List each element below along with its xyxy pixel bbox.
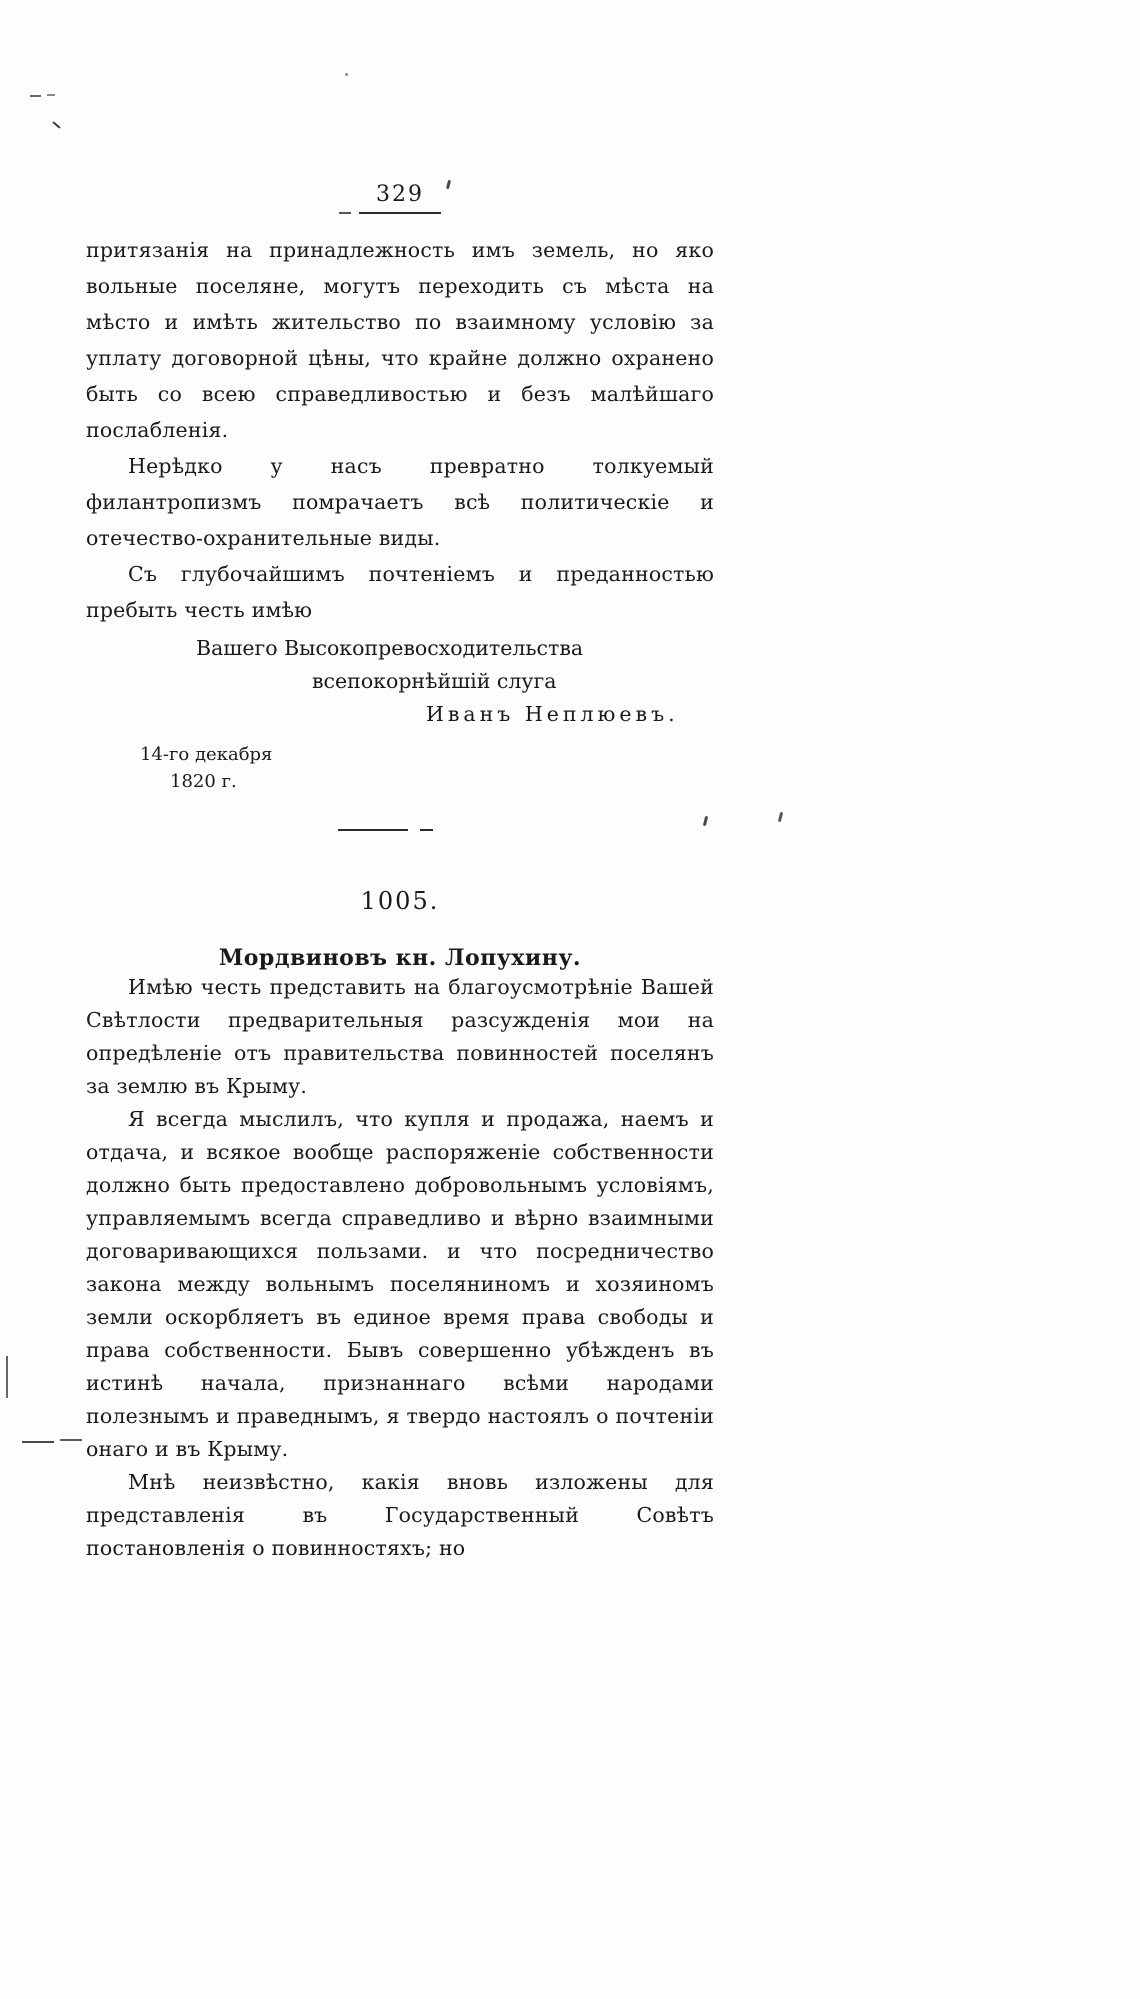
scan-artifact	[22, 1441, 54, 1443]
divider-dash	[420, 829, 433, 831]
scan-artifact	[47, 94, 55, 96]
section-heading: Мордвиновъ кн. Лопухину.	[218, 945, 582, 971]
signature: Иванъ Неплюевъ.	[426, 702, 679, 726]
letter-paragraph: Нерѣдко у насъ превратно толкуемый филантропизмъ помрачаетъ всѣ политическіе и отечество-охранительные виды.	[86, 454, 714, 550]
section-paragraph: Мнѣ неизвѣстно, какія вновь изложены для представленія въ Государственный Совѣтъ постановленія о повинностяхъ; но	[86, 1470, 714, 1560]
date-day-month: 14-го декабря	[140, 744, 273, 765]
scan-artifact	[60, 1439, 82, 1441]
section-number: 1005.	[360, 887, 440, 915]
text-block	[86, 182, 714, 1565]
scan-artifact	[345, 73, 348, 76]
date-year: 1820 г.	[170, 771, 237, 792]
closing-address: Вашего Высокопревосходительства	[196, 636, 584, 660]
page-header	[86, 182, 714, 214]
section-paragraph: Имѣю честь представить на благоусмотрѣніе Вашей Свѣтлости предварительныя разсужденія мои на опредѣленіе отъ правительства повинностей поселянъ за землю въ Крыму.	[86, 975, 714, 1098]
divider-line	[338, 829, 408, 831]
closing-phrase: всепокорнѣйшій слуга	[312, 669, 557, 693]
page-number-underline	[359, 212, 441, 214]
section-divider	[338, 829, 714, 831]
letter-date	[86, 741, 714, 795]
scan-artifact	[778, 812, 783, 822]
letter-closing	[86, 632, 714, 731]
scan-artifact	[52, 121, 60, 128]
page-number: 329	[376, 182, 424, 207]
letter-paragraph: Съ глубочайшимъ почтеніемъ и преданностью пребыть честь имѣю	[86, 562, 714, 622]
scan-artifact	[6, 1356, 8, 1398]
scan-artifact	[30, 95, 41, 97]
letter-paragraph: притязанія на принадлежность имъ земель, но яко вольные поселяне, могутъ переходить съ мѣста на мѣсто и имѣть жительство по взаимному условію за уплату договорной цѣны, что крайне должно охранено быть со всею справедливостью и безъ малѣйшаго послабленія.	[86, 238, 714, 442]
section-paragraph: Я всегда мыслилъ, что купля и продажа, наемъ и отдача, и всякое вообще распоряженіе собственности должно быть предоставлено добровольнымъ условіямъ, управляемымъ всегда справедливо и вѣрно взаимными договаривающихся пользами. и что посредничество закона между вольнымъ поселяниномъ и хозяиномъ земли оскорбляетъ въ единое время права свободы и права собственности. Бывъ совершенно убѣжденъ въ истинѣ начала, признаннаго всѣми народами полезнымъ и праведнымъ, я твердо настоялъ о почтеніи онаго и въ Крыму.	[86, 1107, 714, 1461]
